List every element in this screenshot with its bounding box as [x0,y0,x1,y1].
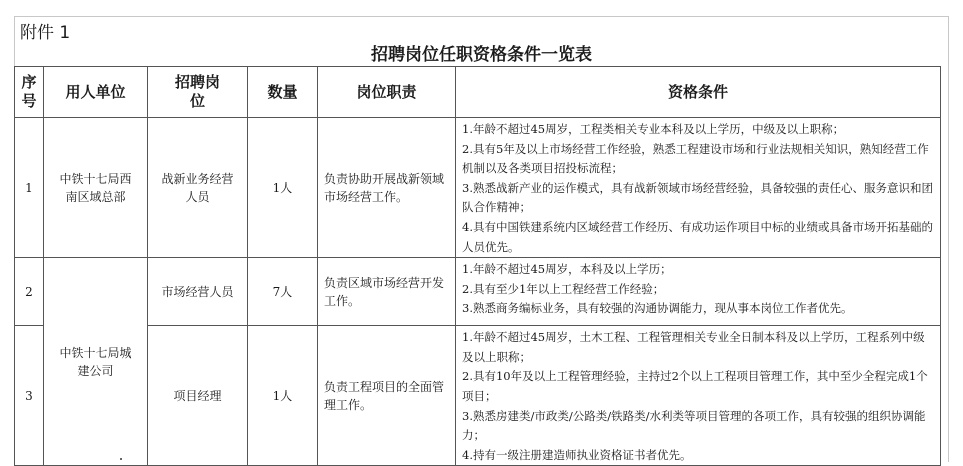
table-header-row [15,67,941,118]
row-unit: 中铁十七局西南区域总部 [44,118,148,258]
recruitment-table [14,66,941,466]
requirement-item: 2.具有10年及以上工程管理经验，主持过2个以上工程项目管理工作，其中至少全程完成1个项目； [462,369,928,403]
requirement-item: 3.熟悉房建类/市政类/公路类/铁路类/水利类等项目管理的各项工作，具有较强的组织协调能力； [462,408,926,443]
annex-label: 附件 1 [20,23,71,43]
row-position: 市场经营人员 [148,258,248,326]
row-seq: 3 [15,326,44,466]
table-row [15,258,941,326]
row-position: 项目经理 [148,326,248,466]
row-duty: 负责协助开展战新领域市场经营工作。 [318,118,456,258]
row-count: 1人 [248,326,318,466]
requirement-item: 2.具有至少1年以上工程经营工作经验； [462,281,665,296]
header-requirements: 资格条件 [456,67,941,118]
requirement-item: 3.熟悉商务编标业务，具有较强的沟通协调能力，现从事本岗位工作者优先。 [462,301,853,316]
row-seq: 2 [15,258,44,326]
requirement-item: 4.持有一级注册建造师执业资格证书者优先。 [462,447,692,462]
row-requirements [456,118,941,258]
row-requirements [456,258,941,326]
requirement-item: 1.年龄不超过45周岁，工程类相关专业本科及以上学历，中级及以上职称； [462,122,845,136]
header-count: 数量 [248,67,318,118]
row-unit: 中铁十七局城建公司 [44,258,148,466]
header-duty: 岗位职责 [318,67,456,118]
requirement-item: 1.年龄不超过45周岁，土木工程、工程管理相关专业全日制本科及以上学历，工程系列中级及以上职称； [462,330,925,364]
row-count: 1人 [248,118,318,258]
scan-mark [120,458,122,460]
row-requirements [456,326,941,466]
requirement-item: 1.年龄不超过45周岁，本科及以上学历； [462,262,672,277]
row-duty: 负责工程项目的全面管理工作。 [318,326,456,466]
table-row [15,326,941,466]
row-position: 战新业务经营人员 [148,118,248,258]
header-seq: 序号 [15,67,44,118]
requirement-item: 2.具有5年及以上市场经营工作经验，熟悉工程建设市场和行业法规相关知识，熟知经营工作机制以及各类项目招投标流程； [462,141,929,176]
requirement-item: 4.具有中国铁建系统内区域经营工作经历、有成功运作项目中标的业绩或具备市场开拓基础的人员优先。 [462,219,933,254]
page-title: 招聘岗位任职资格条件一览表 [371,45,592,65]
header-unit: 用人单位 [44,67,148,118]
row-seq: 1 [15,118,44,258]
row-count: 7人 [248,258,318,326]
header-position: 招聘岗位 [148,67,248,118]
row-duty: 负责区域市场经营开发工作。 [318,258,456,326]
table-row [15,118,941,258]
requirement-item: 3.熟悉战新产业的运作模式，具有战新领域市场经营经验，具备较强的责任心、服务意识和团队合作精神； [462,180,933,215]
